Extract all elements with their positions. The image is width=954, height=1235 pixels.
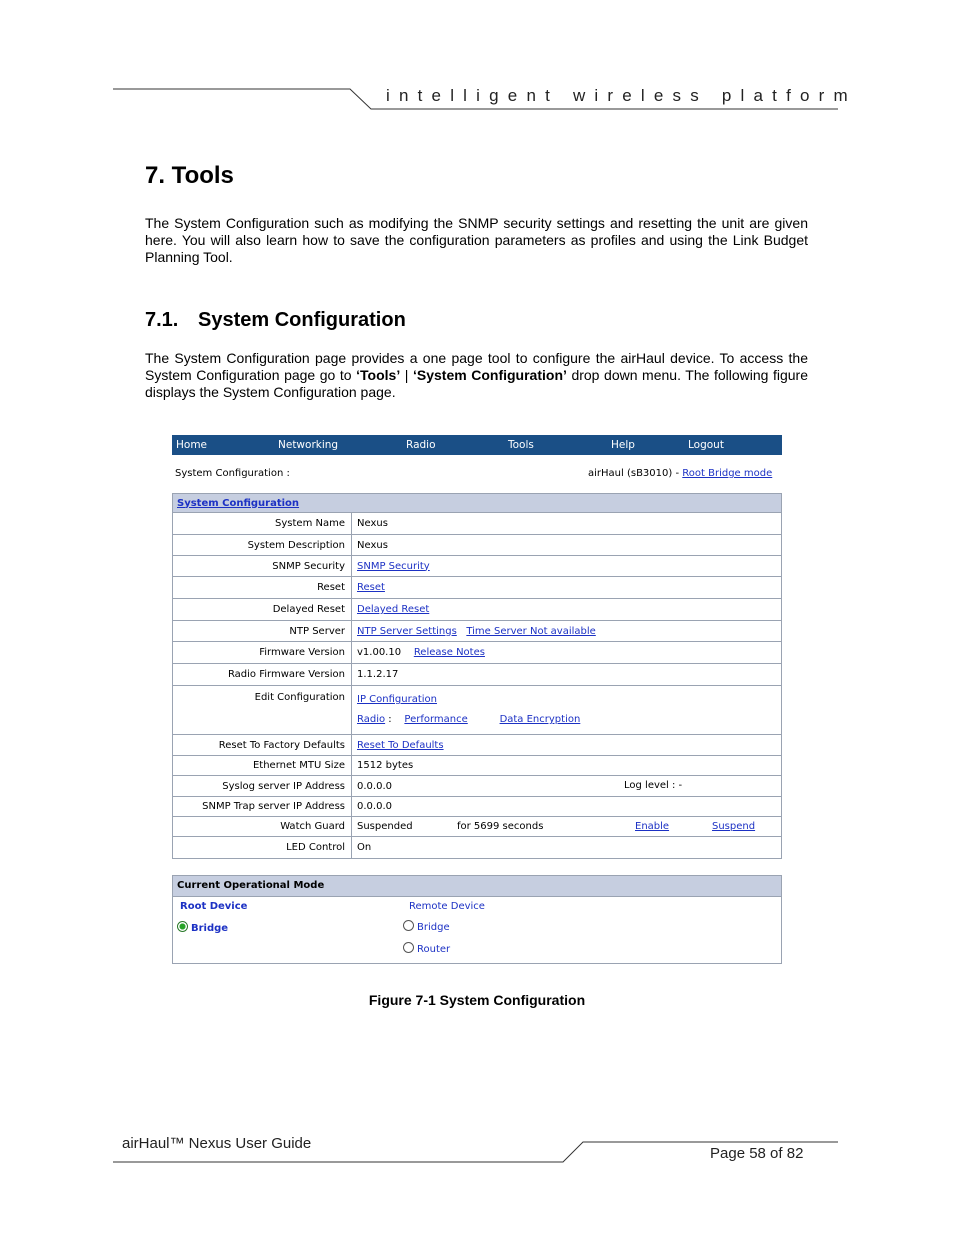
device-info: [588, 468, 772, 479]
para-tools: ‘Tools’: [356, 367, 401, 383]
row-value: 1.1.2.17: [352, 664, 782, 686]
radio-link[interactable]: Radio: [357, 714, 386, 725]
table-row: [173, 535, 782, 556]
table-row: [173, 797, 782, 817]
reset-link[interactable]: Reset: [357, 582, 385, 593]
remote-bridge-label: Bridge: [417, 922, 450, 933]
para-text-1: The System Configuration page provides a one page tool to configure the airHaul device. To access the System Configuration page go to: [145, 350, 808, 383]
remote-bridge-option[interactable]: [403, 920, 450, 933]
remote-router-option[interactable]: [403, 942, 450, 955]
footer-guide-title: airHaul™ Nexus User Guide: [122, 1135, 312, 1152]
nav-home[interactable]: Home: [176, 439, 208, 451]
row-label: LED Control: [173, 837, 352, 859]
watch-guard-value: Suspended: [357, 821, 413, 832]
log-level: Log level : -: [624, 780, 683, 791]
row-label: System Description: [173, 535, 352, 556]
ntp-settings-link[interactable]: NTP Server Settings: [357, 625, 457, 637]
time-server-link[interactable]: Time Server Not available: [466, 625, 596, 637]
para-system-configuration: ‘System Configuration’: [412, 367, 567, 383]
table-row: [173, 756, 782, 776]
remote-router-label: Router: [417, 944, 451, 955]
table-row: [173, 577, 782, 599]
performance-link[interactable]: Performance: [404, 714, 468, 725]
row-label: Edit Configuration: [173, 686, 352, 735]
table-row: [173, 513, 782, 535]
ip-configuration-link[interactable]: IP Configuration: [357, 694, 437, 705]
row-label: SNMP Security: [173, 556, 352, 577]
row-value: Nexus: [352, 513, 782, 535]
table-row: [173, 621, 782, 642]
row-label: Ethernet MTU Size: [173, 756, 352, 776]
table-row: [173, 776, 782, 797]
section-intro: The System Configuration such as modifying the SNMP security settings and resetting the unit are given here. You will also learn how to save the configuration parameters as profiles and using the Link Budget Planning Tool.: [145, 215, 808, 265]
row-label: Watch Guard: [173, 817, 352, 837]
row-label: Radio Firmware Version: [173, 664, 352, 686]
delayed-reset-link[interactable]: Delayed Reset: [357, 604, 430, 615]
table-row: [173, 599, 782, 621]
para-sep: |: [400, 367, 413, 383]
snmp-security-link[interactable]: SNMP Security: [357, 560, 430, 572]
row-label: SNMP Trap server IP Address: [173, 797, 352, 817]
reset-defaults-link[interactable]: Reset To Defaults: [357, 739, 444, 751]
row-value: Nexus: [352, 535, 782, 556]
table-row: [173, 664, 782, 686]
para-text-2: drop down menu. The following figure displays the System Configuration page.: [145, 367, 809, 400]
table-row: [173, 642, 782, 664]
suspend-link[interactable]: Suspend: [712, 821, 756, 832]
row-value: 1512 bytes: [352, 756, 782, 776]
page-title: System Configuration :: [175, 468, 290, 479]
syslog-value: 0.0.0.0: [357, 780, 392, 792]
radio-unselected-icon[interactable]: [403, 942, 414, 953]
table-row: [173, 735, 782, 756]
root-bridge-option[interactable]: [177, 921, 228, 934]
device-sep: -: [672, 468, 683, 479]
root-bridge-label: Bridge: [191, 923, 229, 934]
enable-link[interactable]: Enable: [635, 821, 670, 832]
row-label: Firmware Version: [173, 642, 352, 664]
table-row: [173, 817, 782, 837]
row-label: Delayed Reset: [173, 599, 352, 621]
data-encryption-link[interactable]: Data Encryption: [499, 714, 581, 725]
nav-help[interactable]: Help: [611, 439, 635, 451]
operational-mode-panel: [172, 875, 782, 964]
row-label: System Name: [173, 513, 352, 535]
subsection-paragraph: [145, 350, 808, 401]
figure-caption: Figure 7-1 System Configuration: [368, 992, 586, 1008]
section-title: 7. Tools: [145, 162, 234, 189]
operational-mode-header: [173, 876, 781, 897]
subsection-heading: [145, 309, 406, 332]
nav-tools[interactable]: Tools: [508, 439, 534, 451]
row-label: Syslog server IP Address: [173, 776, 352, 797]
watch-guard-duration: for 5699 seconds: [457, 821, 544, 832]
radio-selected-icon[interactable]: [177, 921, 188, 932]
row-value: 0.0.0.0: [352, 797, 782, 817]
mode-link[interactable]: Root Bridge mode: [682, 468, 773, 479]
footer-page-number: Page 58 of 82: [710, 1145, 804, 1162]
release-notes-link[interactable]: Release Notes: [413, 647, 485, 658]
row-label: Reset To Factory Defaults: [173, 735, 352, 756]
nav-bar: [172, 435, 782, 455]
nav-logout[interactable]: Logout: [688, 439, 724, 451]
row-value: On: [352, 837, 782, 859]
system-config-table: [172, 493, 782, 859]
subsection-title: System Configuration: [198, 309, 406, 331]
table-header-link[interactable]: System Configuration: [177, 497, 300, 509]
subsection-number: 7.1.: [145, 309, 179, 331]
table-row: [173, 837, 782, 859]
radio-sep: :: [385, 714, 392, 725]
table-row: [173, 686, 782, 735]
firmware-value: v1.00.10: [357, 647, 402, 658]
header-tagline: intelligent wireless platform: [386, 86, 857, 105]
remote-device-label: Remote Device: [409, 901, 485, 912]
radio-unselected-icon[interactable]: [403, 920, 414, 931]
operational-mode-title: Current Operational Mode: [177, 880, 325, 891]
row-label: NTP Server: [173, 621, 352, 642]
table-row: [173, 556, 782, 577]
device-label: airHaul (sB3010): [588, 468, 673, 479]
nav-networking[interactable]: Networking: [278, 439, 339, 451]
root-device-label: Root Device: [180, 901, 248, 912]
row-label: Reset: [173, 577, 352, 599]
nav-radio[interactable]: Radio: [406, 439, 436, 451]
